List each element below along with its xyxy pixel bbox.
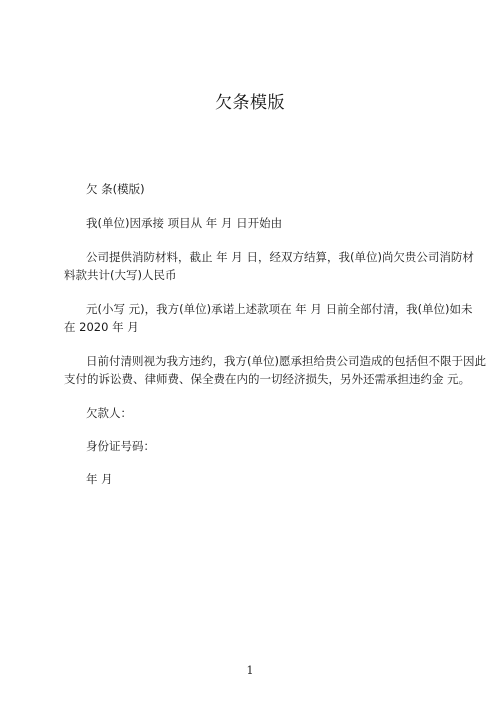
paragraph-line: 欠款人： xyxy=(86,406,132,420)
paragraph-line: 我(单位)因承接 项目从 年 月 日开始由 xyxy=(86,216,283,230)
paragraph-line: 公司提供消防材料，截止 年 月 日，经双方结算，我(单位)尚欠贵公司消防材 xyxy=(86,250,474,264)
date-line xyxy=(64,470,444,488)
debtor-label xyxy=(64,404,444,422)
document-title: 欠条模版 xyxy=(215,93,285,113)
paragraph-line: 在 2020 年 月 xyxy=(64,320,139,334)
paragraph-line: 元(小写 元)，我方(单位)承诺上述款项在 年 月 日前全部付清，我(单位)如未 xyxy=(86,302,473,316)
paragraph-line: 支付的诉讼费、律师费、保全费在内的一切经济损失，另外还需承担违约金 元。 xyxy=(64,372,471,386)
id-number-label xyxy=(64,437,444,455)
paragraph-amount xyxy=(64,300,473,336)
paragraph-project xyxy=(64,214,444,232)
paragraph-settlement xyxy=(64,248,474,284)
paragraph-line: 欠 条(模版) xyxy=(86,182,145,196)
paragraph-line: 日前付清则视为我方违约，我方(单位)愿承担给贵公司造成的包括但不限于因此 xyxy=(86,354,486,368)
paragraph-default-terms xyxy=(64,352,486,388)
paragraph-line: 料款共计(大写)人民币 xyxy=(64,268,177,282)
paragraph-line: 年 月 xyxy=(86,472,113,486)
paragraph-line: 身份证号码： xyxy=(86,439,155,453)
paragraph-heading xyxy=(64,180,444,198)
page-number: 1 xyxy=(246,664,254,677)
